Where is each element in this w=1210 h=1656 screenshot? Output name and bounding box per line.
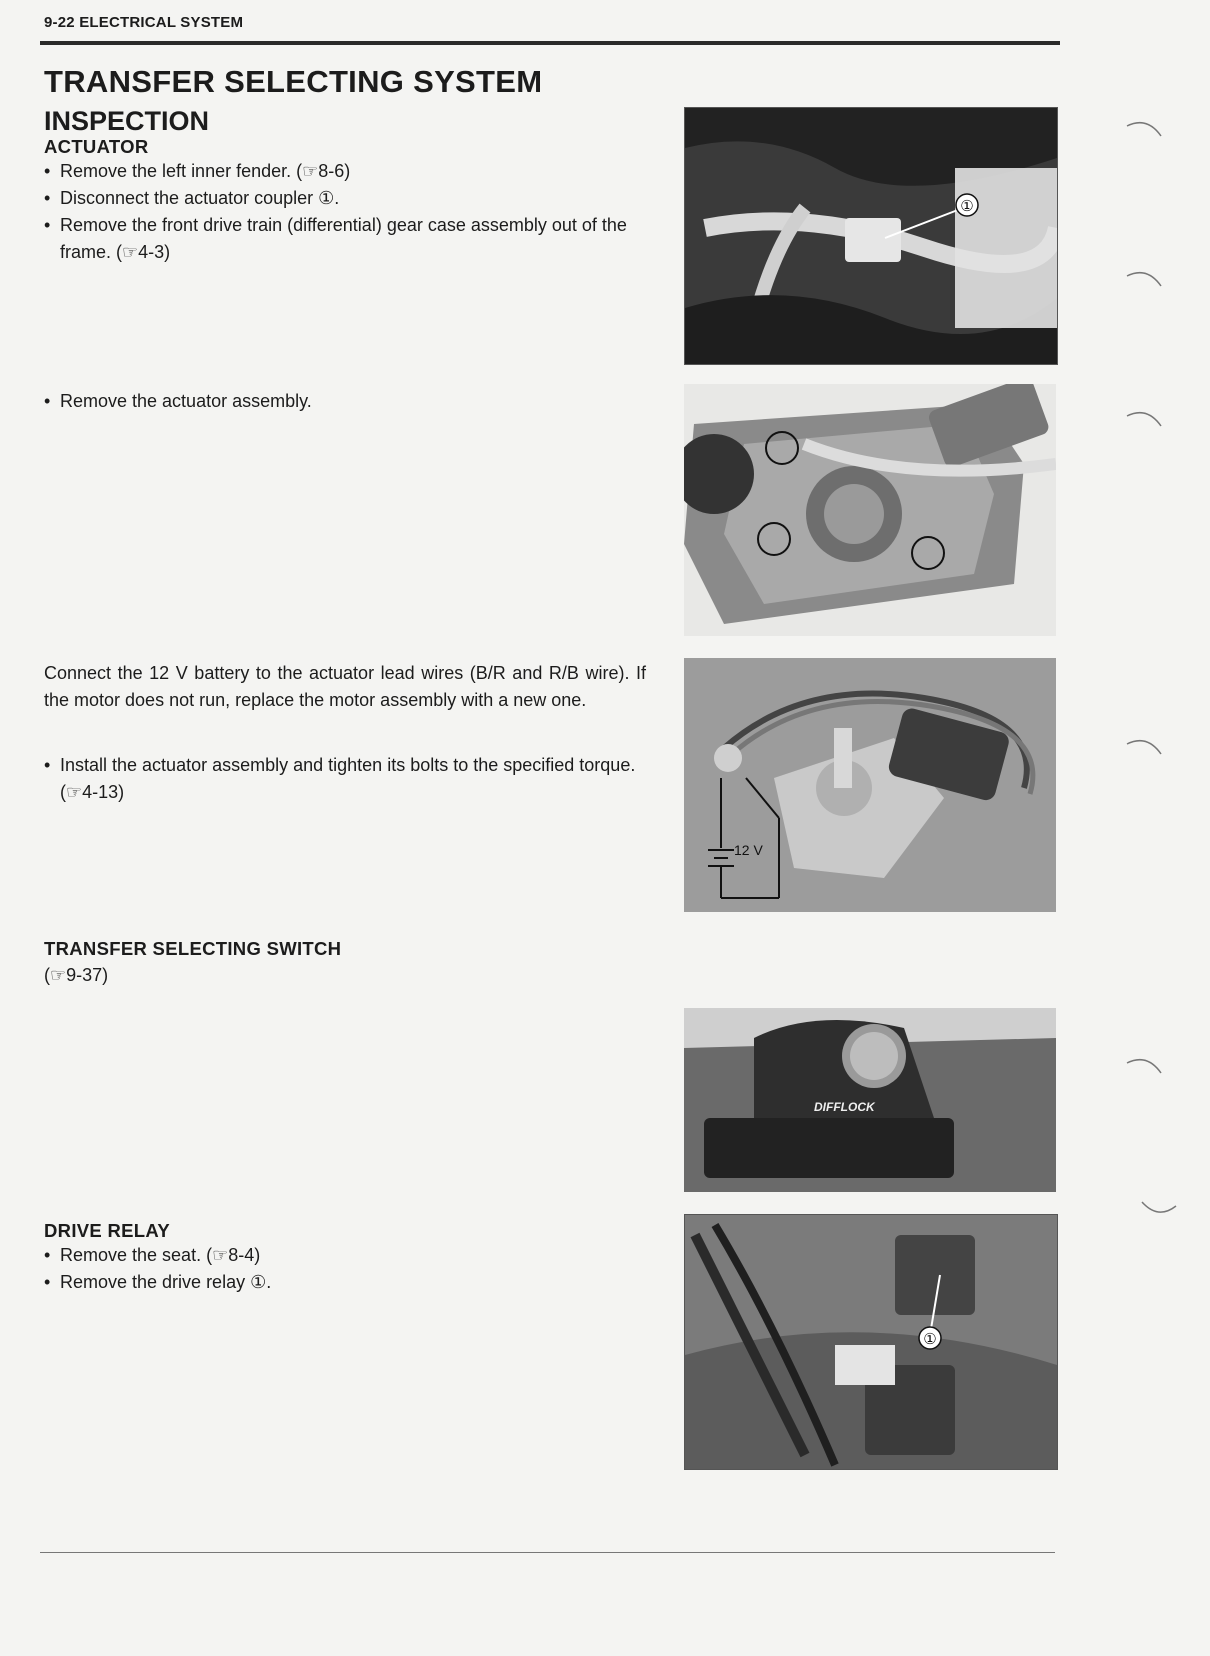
relay-heading: DRIVE RELAY [44,1220,170,1241]
header-divider [40,41,1060,45]
relay-steps [36,1242,596,1296]
list-item: • Remove the front drive train (differential) gear case assembly out of the frame. (☞4-3) [36,212,656,266]
actuator-steps-2 [36,388,596,415]
actuator-connect-text: Connect the 12 V battery to the actuator lead wires (B/R and R/B wire). If the motor does not run, replace the motor assembly with a new one. [44,663,646,710]
photo-drive-relay [684,1214,1058,1470]
list-item: • Disconnect the actuator coupler ①. [36,185,656,212]
list-item: • Remove the drive relay ①. [36,1269,596,1296]
page-header: 9-22 ELECTRICAL SYSTEM [44,14,244,31]
page-title: TRANSFER SELECTING SYSTEM [44,64,543,99]
photo-callout-1: ① [960,197,974,215]
switch-heading: TRANSFER SELECTING SWITCH [44,938,342,959]
photo-actuator-coupler [684,107,1058,365]
photo-actuator-motor-12v [684,658,1056,912]
actuator-steps-3 [36,752,656,806]
relay-photo-callout: ① [923,1330,937,1348]
binder-hole-mark-4 [1125,736,1165,758]
battery-voltage-label: 12 V [734,842,763,858]
actuator-heading: ACTUATOR [44,136,149,157]
binder-hole-mark-2 [1125,268,1165,290]
list-item: • Install the actuator assembly and tighten its bolts to the specified torque. (☞4-13) [36,752,656,806]
footer-divider [40,1552,1055,1553]
binder-hole-mark-6 [1140,1198,1180,1220]
list-item: • Remove the left inner fender. (☞8-6) [36,158,656,185]
actuator-steps-1 [36,158,656,266]
section-heading-inspection: INSPECTION [44,106,210,136]
binder-hole-mark-5 [1125,1055,1165,1077]
photo-actuator-assembly [684,384,1056,636]
list-item: • Remove the seat. (☞8-4) [36,1242,596,1269]
binder-hole-mark-3 [1125,408,1165,430]
list-item: • Remove the actuator assembly. [36,388,596,415]
photo-transfer-switch [684,1008,1056,1192]
switch-ref: (☞9-37) [44,965,109,985]
binder-hole-mark-1 [1125,118,1165,140]
difflock-label: DIFFLOCK [814,1100,875,1114]
